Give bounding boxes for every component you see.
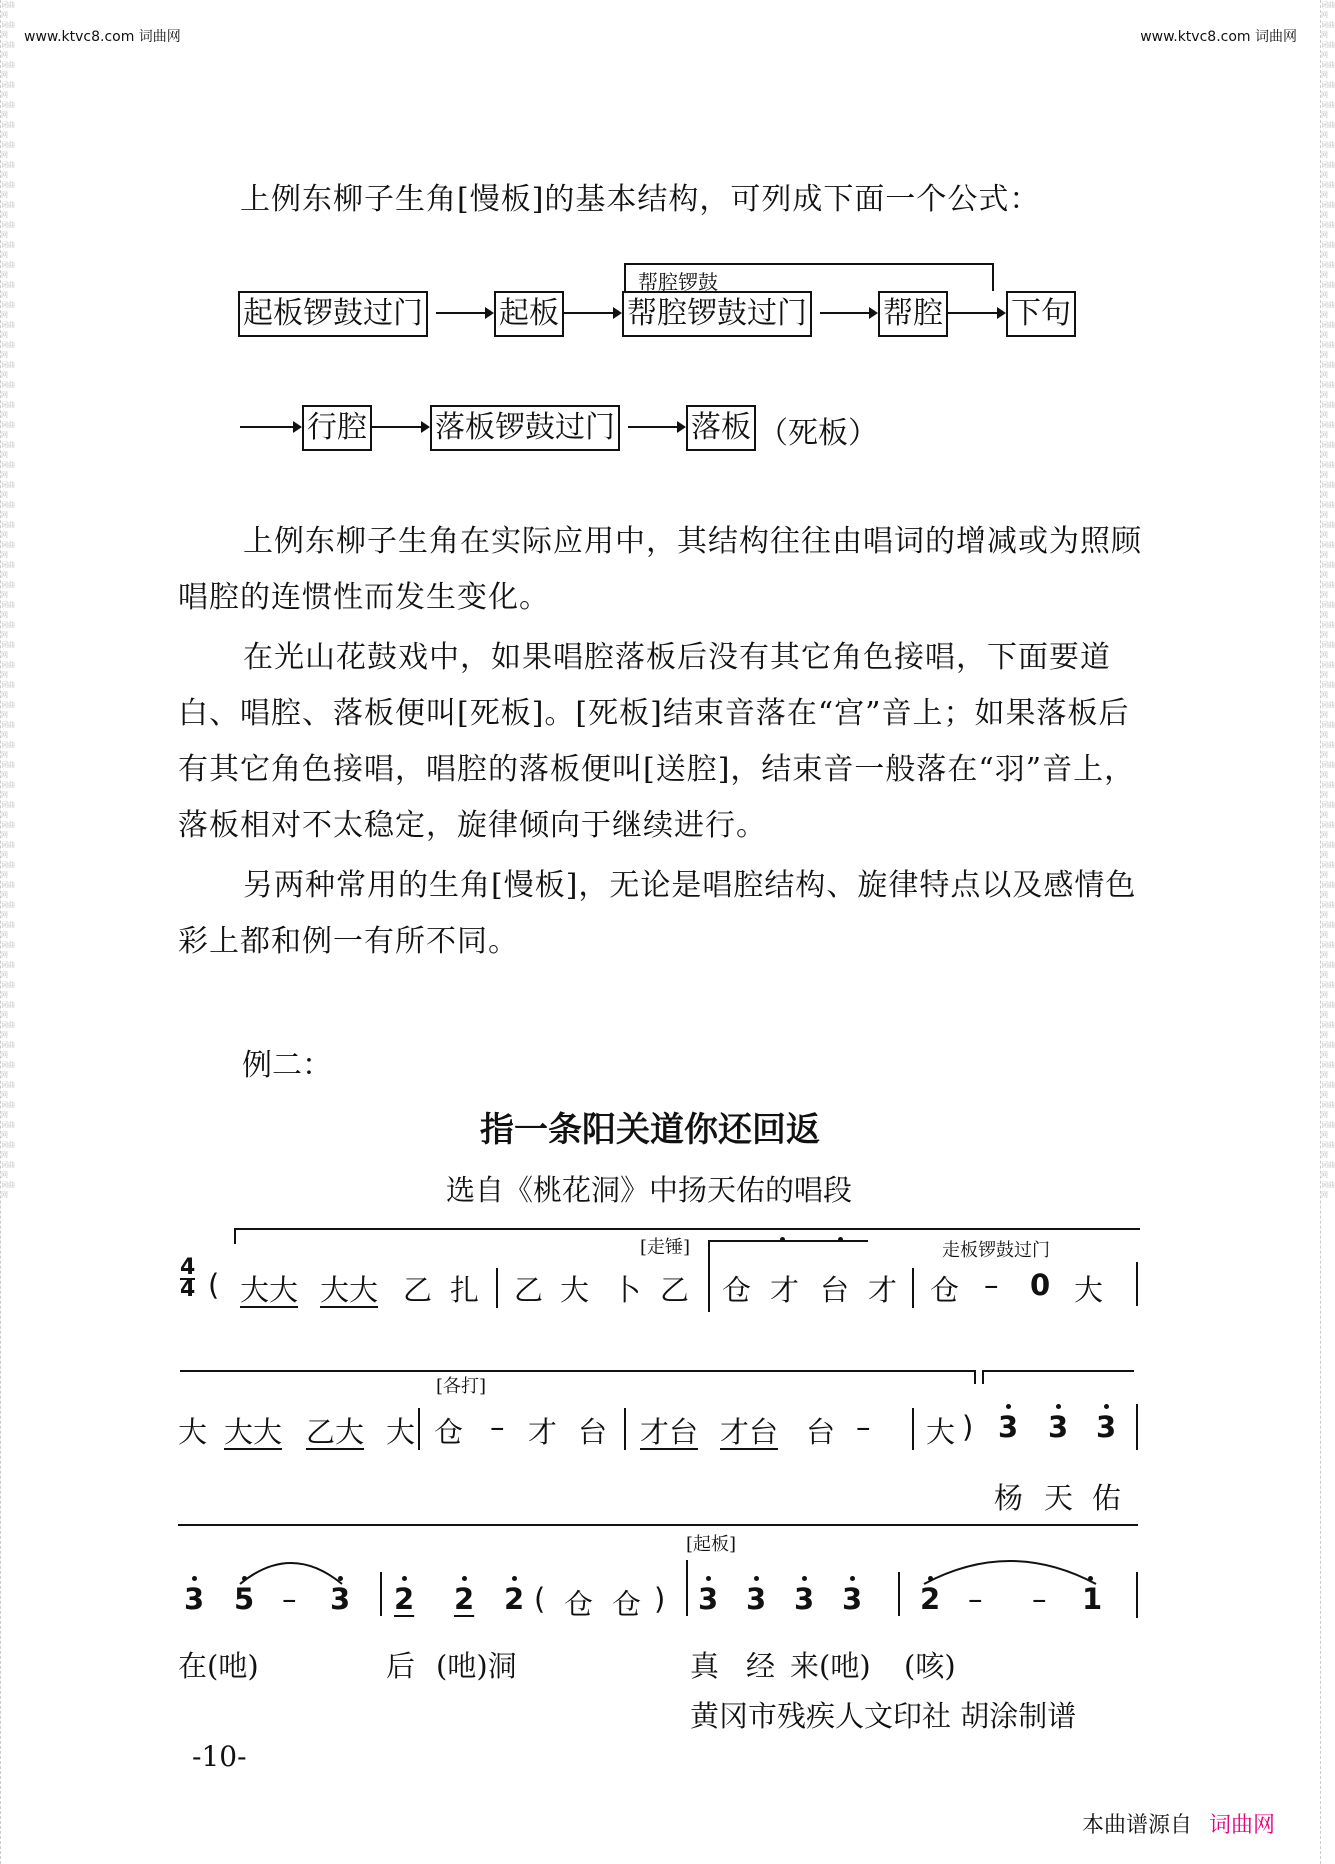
note: 3 <box>794 1582 815 1616</box>
time-signature <box>180 1255 196 1302</box>
staff-top-line <box>234 1228 1140 1230</box>
high-dot <box>402 1576 407 1581</box>
bar-line <box>418 1408 420 1450</box>
high-dot <box>1006 1404 1011 1409</box>
note: – <box>968 1582 983 1616</box>
lyric: (吔)洞 <box>436 1649 517 1683</box>
slur <box>920 1548 1100 1588</box>
formula-arrow <box>436 312 492 314</box>
note: 大 <box>926 1415 956 1449</box>
footer-source[interactable] <box>1082 1808 1275 1839</box>
note: 大 <box>560 1273 590 1307</box>
label-geda: [各打] <box>436 1376 487 1397</box>
note: 3 <box>1048 1410 1069 1444</box>
time-sig-bottom: 4 <box>180 1277 196 1302</box>
formula-arrow <box>820 312 876 314</box>
note: 2 <box>394 1582 415 1616</box>
note: 0 <box>1030 1268 1051 1302</box>
staff-top-line <box>984 1370 1134 1372</box>
label-zouban: 走板锣鼓过门 <box>942 1240 1050 1261</box>
note: 2 <box>504 1582 525 1616</box>
formula-bracket-label: 帮腔锣鼓 <box>638 270 718 294</box>
formula-box: 起板 <box>494 291 564 337</box>
formula-arrow <box>628 426 684 428</box>
lyric: 后 <box>386 1649 416 1683</box>
bar-line <box>898 1572 900 1616</box>
high-dot <box>338 1576 343 1581</box>
note: 才 <box>770 1273 800 1307</box>
formula-box: 帮腔锣鼓过门 <box>622 291 812 337</box>
note: – <box>856 1410 871 1444</box>
note: 大 <box>1074 1273 1104 1307</box>
example-label: 例二： <box>242 1048 332 1083</box>
formula-arrow <box>948 312 1004 314</box>
tie-dot <box>780 1237 785 1242</box>
header-site-right[interactable]: www.ktvc8.com 词曲网 <box>1140 29 1297 45</box>
paragraph-1: 上例东柳子生角在实际应用中，其结构往往由唱词的增减或为照顾唱腔的连惯性而发生变化。 <box>178 524 1142 615</box>
note: ( <box>208 1268 220 1302</box>
page-number: -10- <box>192 1740 247 1773</box>
tie-dot <box>838 1237 843 1242</box>
note: 3 <box>1096 1410 1117 1444</box>
bar-line <box>380 1572 382 1616</box>
note: – <box>1032 1582 1047 1616</box>
note: 2 <box>920 1582 941 1616</box>
watermark-strip-right <box>1320 0 1335 1864</box>
label-zouchui: [走锤] <box>640 1237 691 1258</box>
header-site-left[interactable]: www.ktvc8.com 词曲网 <box>24 29 181 45</box>
bar-line <box>624 1408 626 1450</box>
formula-suffix: （死板） <box>758 416 878 451</box>
formula-bracket-left <box>624 263 626 291</box>
bar-line <box>1136 1404 1138 1450</box>
high-dot <box>850 1576 855 1581</box>
formula-arrow <box>564 312 620 314</box>
note: 3 <box>842 1582 863 1616</box>
note: 才台 <box>720 1415 779 1449</box>
note: 大 <box>178 1415 208 1449</box>
formula-box: 下句 <box>1006 291 1076 337</box>
label-qiban: [起板] <box>686 1534 737 1555</box>
high-dot <box>242 1576 247 1581</box>
note: 2 <box>454 1582 475 1616</box>
formula-box: 落板 <box>686 405 756 451</box>
note: 大大 <box>320 1273 379 1307</box>
note: 仓 <box>612 1587 642 1621</box>
note: 大大 <box>240 1273 299 1307</box>
note: 乙 <box>660 1273 690 1307</box>
note: 卜 <box>612 1273 642 1307</box>
paragraph-2: 在光山花鼓戏中，如果唱腔落板后没有其它角色接唱，下面要道白、唱腔、落板便叫[死板]。[死板]结束音落在“宫”音上；如果落板后有其它角色接唱，唱腔的落板便叫[送腔]，结束音一般落在“羽”音上，落板相对不太稳定，旋律倾向于继续进行。 <box>178 640 1136 843</box>
note: 才 <box>868 1273 898 1307</box>
high-dot <box>1104 1404 1109 1409</box>
note: ( <box>534 1582 546 1616</box>
footer-brand[interactable]: 词曲网 <box>1209 1813 1276 1838</box>
staff-bracket-tick <box>234 1228 236 1244</box>
note: 3 <box>998 1410 1019 1444</box>
watermark-text: 词曲网 词曲网 词曲网 词曲网 词曲网 词曲网 词曲网 词曲网 词曲网 词曲网 词曲网 词曲网 词曲网 词曲网 词曲网 词曲网 词曲网 词曲网 词曲网 词曲网 词曲网 词曲网 词曲网 词曲网 词曲网 词曲网 词曲网 词曲网 词曲网 词曲网 词曲网 词曲网 词曲网 词曲网 词曲网 词曲网 词曲网 词曲网 词曲网 词曲网 词曲网 词曲网 词曲网 词曲网 词曲网 词曲网 词曲网 词曲网 词曲网 词曲网 词曲网 词曲网 词曲网 词曲网 词曲网 词曲网 词曲网 词曲网 词曲网 词曲网 <box>1321 1 1335 1199</box>
section-divider <box>178 1524 1138 1526</box>
note: 大 <box>386 1415 416 1449</box>
note: 台 <box>806 1415 836 1449</box>
bar-line <box>912 1268 914 1308</box>
lyric: (咳) <box>904 1649 956 1683</box>
high-dot <box>192 1576 197 1581</box>
note: 3 <box>698 1582 719 1616</box>
staff-top-line <box>180 1370 976 1372</box>
staff-bracket-tick <box>974 1370 976 1384</box>
note: – <box>984 1268 999 1302</box>
note: 乙大 <box>306 1415 365 1449</box>
formula-box: 起板锣鼓过门 <box>238 291 428 337</box>
high-dot <box>462 1576 467 1581</box>
note: 1 <box>1082 1582 1103 1616</box>
note: 仓 <box>930 1273 960 1307</box>
note: 乙 <box>403 1273 433 1307</box>
note: 台 <box>578 1415 608 1449</box>
bar-line <box>1136 1572 1138 1618</box>
credit-text: 黄冈市残疾人文印社 胡涂制谱 <box>690 1699 1077 1733</box>
lyric: 佑 <box>1092 1481 1122 1515</box>
bar-line <box>496 1268 498 1308</box>
staff-bracket-tick <box>982 1370 984 1384</box>
note: 扎 <box>450 1273 480 1307</box>
note: ) <box>654 1582 666 1616</box>
note: ) <box>962 1410 974 1444</box>
tie-line <box>708 1240 868 1242</box>
note: 仓 <box>722 1273 752 1307</box>
song-subtitle: 选自《桃花洞》中扬天佑的唱段 <box>446 1173 853 1207</box>
high-dot <box>512 1576 517 1581</box>
note: 仓 <box>434 1415 464 1449</box>
lyric: 经 <box>746 1649 776 1683</box>
watermark-strip-left <box>0 0 15 1864</box>
repeat-bar <box>686 1560 688 1616</box>
lyric: 在(吔) <box>178 1649 259 1683</box>
paragraph-3: 另两种常用的生角[慢板]，无论是唱腔结构、旋律特点以及感情色彩上都和例一有所不同。 <box>178 868 1137 959</box>
note: 5 <box>234 1582 255 1616</box>
high-dot <box>754 1576 759 1581</box>
formula-box: 帮腔 <box>878 291 948 337</box>
formula-arrow <box>372 426 428 428</box>
note: 3 <box>330 1582 351 1616</box>
lyric: 来(吔) <box>790 1649 871 1683</box>
formula-bracket-right <box>992 263 994 291</box>
formula-box: 行腔 <box>302 405 372 451</box>
high-dot <box>1056 1404 1061 1409</box>
note: 乙 <box>514 1273 544 1307</box>
high-dot <box>928 1576 933 1581</box>
note: 才 <box>528 1415 558 1449</box>
note: – <box>282 1582 297 1616</box>
lyric: 天 <box>1044 1481 1074 1515</box>
note: 才台 <box>640 1415 699 1449</box>
intro-text: 上例东柳子生角[慢板]的基本结构，可列成下面一个公式： <box>240 182 1041 217</box>
formula-box: 落板锣鼓过门 <box>430 405 620 451</box>
note: 大大 <box>224 1415 283 1449</box>
bar-line <box>1136 1262 1138 1306</box>
note: 仓 <box>564 1587 594 1621</box>
formula-arrow <box>240 426 300 428</box>
note: 3 <box>746 1582 767 1616</box>
high-dot <box>706 1576 711 1581</box>
high-dot <box>802 1576 807 1581</box>
lyric: 真 <box>690 1649 720 1683</box>
footer-prefix: 本曲谱源自 <box>1082 1813 1193 1838</box>
bar-line <box>912 1408 914 1450</box>
time-sig-top: 4 <box>180 1255 196 1280</box>
note: 台 <box>820 1273 850 1307</box>
repeat-bar <box>708 1240 710 1312</box>
note: – <box>490 1410 505 1444</box>
lyric: 杨 <box>994 1481 1024 1515</box>
high-dot <box>1088 1576 1093 1581</box>
formula-bracket <box>624 263 994 265</box>
song-title: 指一条阳关道你还回返 <box>480 1110 820 1150</box>
watermark-text: 词曲网 词曲网 词曲网 词曲网 词曲网 词曲网 词曲网 词曲网 词曲网 词曲网 词曲网 词曲网 词曲网 词曲网 词曲网 词曲网 词曲网 词曲网 词曲网 词曲网 词曲网 词曲网 词曲网 词曲网 词曲网 词曲网 词曲网 词曲网 词曲网 词曲网 词曲网 词曲网 词曲网 词曲网 词曲网 词曲网 词曲网 词曲网 词曲网 词曲网 词曲网 词曲网 词曲网 词曲网 词曲网 词曲网 词曲网 词曲网 词曲网 词曲网 词曲网 词曲网 词曲网 词曲网 词曲网 词曲网 词曲网 词曲网 词曲网 词曲网 <box>1 1 15 1199</box>
note: 3 <box>184 1582 205 1616</box>
